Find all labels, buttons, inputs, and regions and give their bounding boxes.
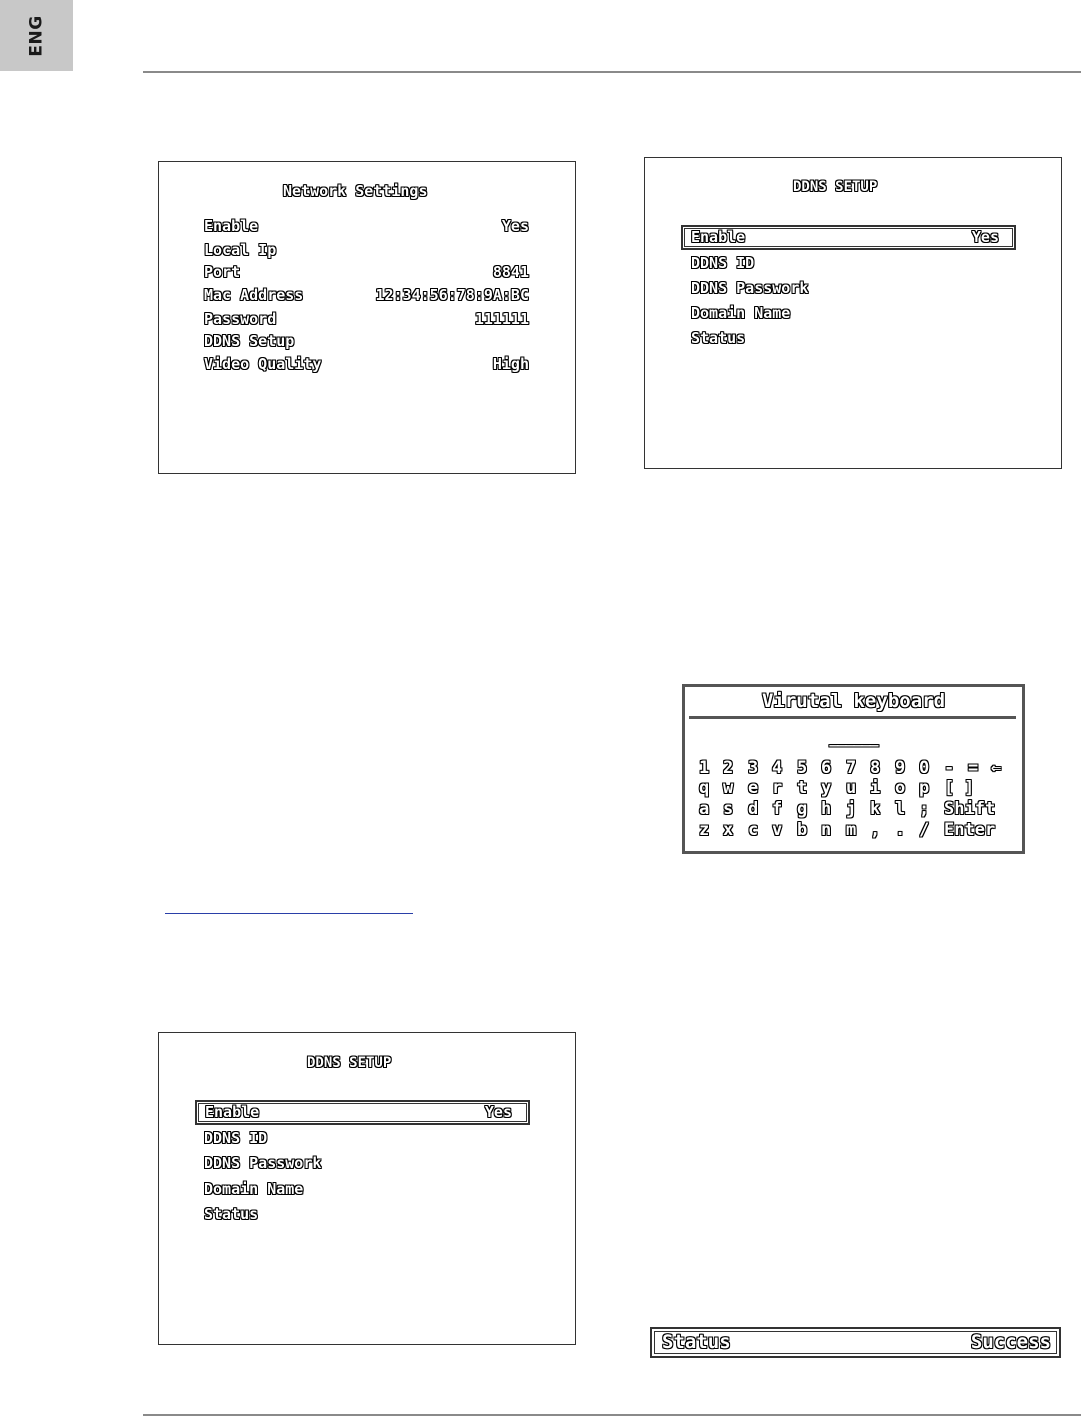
key-z[interactable]: z: [699, 820, 710, 840]
ddns-top-enable-value[interactable]: Yes: [971, 228, 999, 246]
key-5[interactable]: 5: [797, 758, 808, 778]
key-3[interactable]: 3: [748, 758, 759, 778]
key-b[interactable]: b: [797, 820, 808, 840]
ddns-top-password-item[interactable]: DDNS Passwork: [691, 279, 809, 297]
key-comma[interactable]: ,: [870, 820, 881, 840]
key-slash[interactable]: /: [919, 820, 930, 840]
ddns-bottom-title: DDNS SETUP: [307, 1055, 392, 1071]
key-enter[interactable]: Enter: [944, 820, 996, 840]
ddns-bottom-enable-label[interactable]: Enable: [205, 1103, 260, 1121]
key-left-bracket[interactable]: [: [944, 778, 955, 798]
key-y[interactable]: y: [821, 778, 832, 798]
ddns-top-domain-item[interactable]: Domain Name: [691, 304, 791, 322]
key-o[interactable]: o: [895, 778, 906, 798]
keyboard-title-divider: [689, 716, 1016, 719]
key-equals[interactable]: =: [968, 758, 979, 778]
ddns-bottom-status-item[interactable]: Status: [204, 1205, 259, 1223]
ddns-top-title: DDNS SETUP: [793, 179, 878, 195]
key-k[interactable]: k: [870, 799, 881, 819]
key-u[interactable]: u: [846, 778, 857, 798]
key-9[interactable]: 9: [895, 758, 906, 778]
key-j[interactable]: j: [846, 799, 857, 819]
key-d[interactable]: d: [748, 799, 759, 819]
key-h[interactable]: h: [821, 799, 832, 819]
key-6[interactable]: 6: [821, 758, 832, 778]
ns-port-value[interactable]: 8841: [492, 263, 529, 281]
key-t[interactable]: t: [797, 778, 808, 798]
key-7[interactable]: 7: [846, 758, 857, 778]
ns-mac-label: Mac Address: [204, 286, 304, 304]
key-r[interactable]: r: [772, 778, 783, 798]
ddns-setup-screen-bottom: [158, 1032, 576, 1345]
key-2[interactable]: 2: [723, 758, 734, 778]
key-x[interactable]: x: [723, 820, 734, 840]
key-right-bracket[interactable]: ]: [964, 778, 975, 798]
key-i[interactable]: i: [870, 778, 881, 798]
key-1[interactable]: 1: [699, 758, 710, 778]
status-label: Status: [662, 1331, 731, 1353]
key-0[interactable]: 0: [919, 758, 930, 778]
key-v[interactable]: v: [772, 820, 783, 840]
key-l[interactable]: l: [895, 799, 906, 819]
key-c[interactable]: c: [748, 820, 759, 840]
hyperlink-underline[interactable]: [165, 913, 413, 914]
ddns-top-status-item[interactable]: Status: [691, 329, 746, 347]
ddns-bottom-enable-value[interactable]: Yes: [484, 1103, 512, 1121]
key-w[interactable]: w: [723, 778, 734, 798]
backspace-arrow-icon[interactable]: ⇐: [991, 758, 1002, 778]
top-divider: [143, 71, 1081, 73]
ns-local-ip-label[interactable]: Local Ip: [204, 241, 277, 259]
ddns-top-id-item[interactable]: DDNS ID: [691, 254, 755, 272]
ddns-setup-screen-top: [644, 157, 1062, 469]
ns-enable-value[interactable]: Yes: [501, 217, 529, 235]
key-g[interactable]: g: [797, 799, 808, 819]
key-minus[interactable]: -: [944, 758, 955, 778]
key-p[interactable]: p: [919, 778, 930, 798]
key-s[interactable]: s: [723, 799, 734, 819]
network-settings-screen: [158, 161, 576, 474]
key-period[interactable]: .: [895, 820, 906, 840]
ddns-bottom-id-item[interactable]: DDNS ID: [204, 1129, 268, 1147]
ns-video-quality-value[interactable]: High: [492, 355, 529, 373]
ns-ddns-setup-item[interactable]: DDNS Setup: [204, 332, 295, 350]
key-4[interactable]: 4: [772, 758, 783, 778]
ddns-top-enable-label[interactable]: Enable: [691, 228, 746, 246]
key-shift[interactable]: Shift: [944, 799, 996, 819]
ns-video-quality-label[interactable]: Video Quality: [204, 355, 322, 373]
ns-mac-value: 12:34:56:78:9A:BC: [375, 286, 529, 304]
language-tab: [0, 0, 73, 71]
key-q[interactable]: q: [699, 778, 710, 798]
ns-password-label[interactable]: Password: [204, 310, 277, 328]
status-bar: [650, 1327, 1061, 1358]
ddns-bottom-password-item[interactable]: DDNS Passwork: [204, 1154, 322, 1172]
key-m[interactable]: m: [846, 820, 857, 840]
keyboard-title: Virutal keyboard: [761, 690, 946, 712]
bottom-divider: [143, 1414, 1081, 1416]
key-f[interactable]: f: [772, 799, 783, 819]
ns-password-value[interactable]: 111111: [474, 310, 529, 328]
virtual-keyboard: [682, 684, 1025, 854]
key-n[interactable]: n: [821, 820, 832, 840]
key-e[interactable]: e: [748, 778, 759, 798]
keyboard-input-field[interactable]: ______: [829, 729, 878, 747]
language-tab-label: ENG: [26, 14, 47, 57]
key-semicolon[interactable]: ;: [919, 799, 930, 819]
ddns-bottom-domain-item[interactable]: Domain Name: [204, 1180, 304, 1198]
network-settings-title: Network Settings: [283, 182, 428, 200]
ns-enable-label[interactable]: Enable: [204, 217, 259, 235]
ns-port-label[interactable]: Port: [204, 263, 241, 281]
key-8[interactable]: 8: [870, 758, 881, 778]
key-a[interactable]: a: [699, 799, 710, 819]
status-value: Success: [970, 1331, 1051, 1353]
